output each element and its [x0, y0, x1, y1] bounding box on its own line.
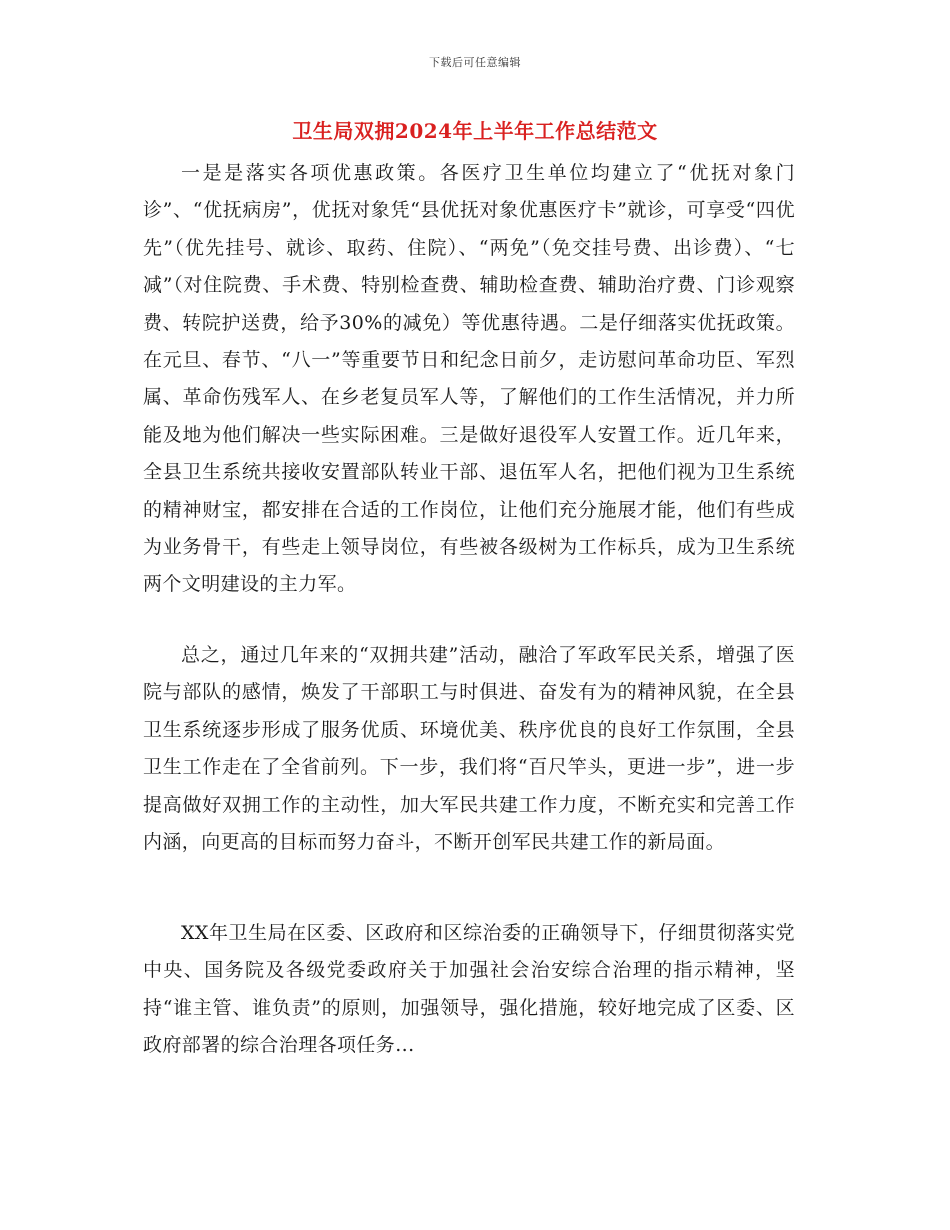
paragraph-1: 一是是落实各项优惠政策。各医疗卫生单位均建立了“优抚对象门诊”、“优抚病房”，优抚对象凭“县优抚对象优惠医疗卡”就诊，可享受“四优先”（优先挂号、就诊、取药、住院）、“两免”（免交挂号费、出诊费）、“七减”（对住院费、手术费、特别检查费、辅助检查费、辅助治疗费、门诊观察费、转院护送费，给予30%的减免）等优惠待遇。二是仔细落实优抚政策。在元旦、春节、“八一”等重要节日和纪念日前夕，走访慰问革命功臣、军烈属、革命伤残军人、在乡老复员军人等，了解他们的工作生活情况，并力所能及地为他们解决一些实际困难。三是做好退役军人安置工作。近几年来，全县卫生系统共接收安置部队转业干部、退伍军人名，把他们视为卫生系统的精神财宝，都安排在合适的工作岗位，让他们充分施展才能，他们有些成为业务骨干，有些走上领导岗位，有些被各级树为工作标兵，成为卫生系统两个文明建设的主力军。 — [143, 162, 795, 596]
paragraph-3: XX年卫生局在区委、区政府和区综治委的正确领导下，仔细贯彻落实党中央、国务院及各级党委政府关于加强社会治安综合治理的指示精神，坚持“谁主管、谁负责”的原则，加强领导，强化措施，较好地完成了区委、区政府部署的综合治理各项任务... — [143, 922, 795, 1057]
header-note: 下载后可任意编辑 — [429, 56, 521, 69]
document-title: 卫生局双拥2024年上半年工作总结范文 — [292, 119, 658, 143]
paragraph-2: 总之，通过几年来的“双拥共建”活动，融洽了军政军民关系，增强了医院与部队的感情，焕发了干部职工与时俱进、奋发有为的精神风貌，在全县卫生系统逐步形成了服务优质、环境优美、秩序优良的良好工作氛围，全县卫生工作走在了全省前列。下一步，我们将“百尺竿头，更进一步”，进一步提高做好双拥工作的主动性，加大军民共建工作力度，不断充实和完善工作内涵，向更高的目标而努力奋斗，不断开创军民共建工作的新局面。 — [143, 644, 795, 854]
